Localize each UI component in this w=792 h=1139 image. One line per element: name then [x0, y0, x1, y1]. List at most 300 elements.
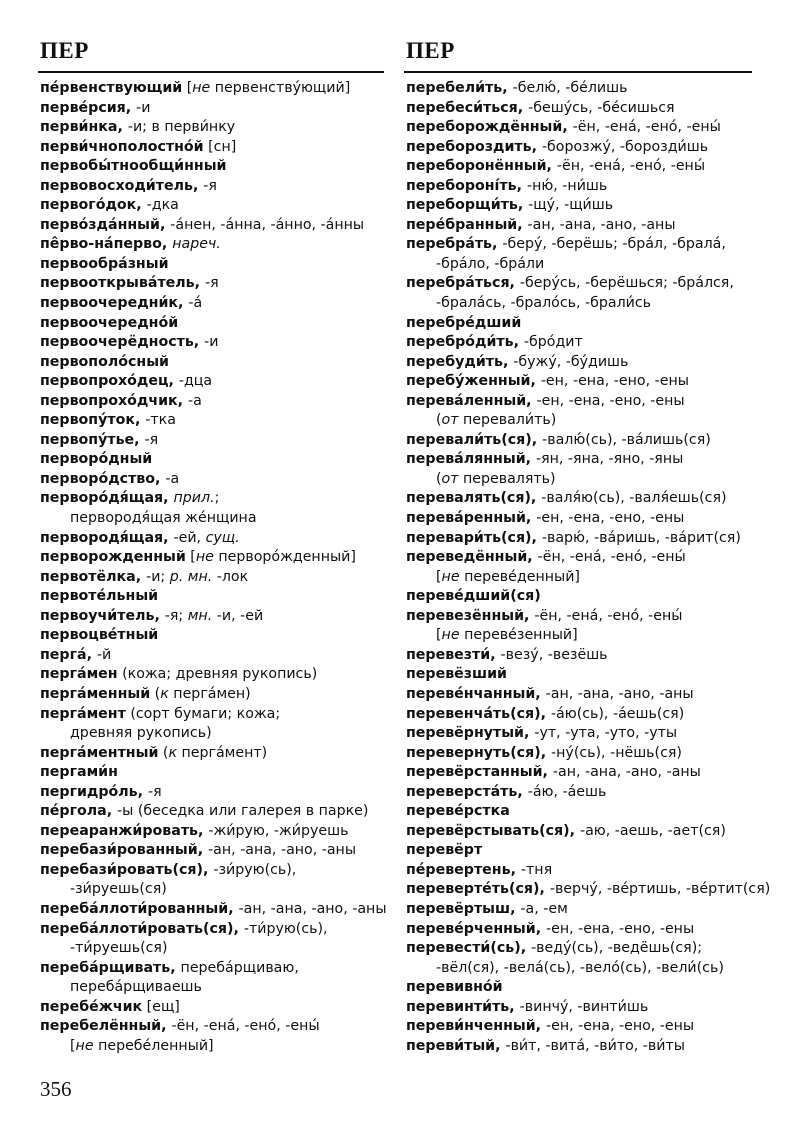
entry-text: переба́рщиваешь	[70, 979, 202, 996]
headword: пергидро́ль,	[40, 783, 148, 800]
headword: первоучи́тель,	[40, 607, 165, 624]
dictionary-entry-line	[40, 470, 386, 490]
running-header-right: ПЕР	[406, 38, 455, 63]
headword: перви́нка,	[40, 119, 128, 136]
entry-text: -дка	[146, 197, 179, 214]
headword: перебели́ть,	[406, 80, 513, 96]
headword: переборщи́ть,	[406, 197, 529, 214]
headword: переведённый,	[406, 549, 538, 566]
dictionary-entry-line	[40, 177, 386, 197]
entry-text: -ен, -ена, -ено, -ены	[536, 392, 685, 409]
entry-text: -а, -ем	[520, 900, 568, 917]
dictionary-entry-line	[40, 587, 386, 607]
dictionary-entry-line	[406, 978, 756, 998]
grammar-label: к	[160, 685, 169, 702]
headword: первоочерёдность,	[40, 334, 205, 351]
dictionary-entry-line	[40, 1017, 386, 1037]
entry-text: древняя рукопись)	[70, 725, 212, 742]
dictionary-entry-line	[406, 138, 756, 158]
entry-text: -брала́сь, -брало́сь, -брали́сь	[436, 295, 652, 312]
grammar-label: от	[441, 470, 459, 487]
dictionary-entry-line	[406, 1037, 756, 1057]
entry-text: [	[436, 568, 442, 585]
dictionary-entry-line	[406, 392, 756, 412]
entry-text: -везу́, -везёшь	[500, 646, 608, 663]
entry-text: -аю, -аешь, -ает(ся)	[579, 822, 726, 839]
headword: перви́чнополостно́й	[40, 138, 204, 155]
dictionary-entry-line	[40, 646, 386, 666]
headword: перевёзший	[406, 666, 507, 683]
dictionary-entry-line	[406, 177, 756, 197]
entry-text: -щу́, -щи́шь	[528, 197, 614, 214]
dictionary-entry-line	[40, 822, 386, 842]
entry-text: -я	[148, 783, 162, 800]
dictionary-entry-line	[40, 529, 386, 549]
entry-text: перворо́жденный]	[213, 549, 356, 566]
entry-text: -вёл(ся), -вела́(сь), -вело́(сь), -вели́(сь)	[436, 959, 724, 976]
entry-text: -бужу́, -бу́дишь	[513, 353, 629, 370]
entry-text: перевали́ть)	[458, 412, 557, 429]
dictionary-entry-line	[40, 333, 386, 353]
entry-text: -ен, -ена, -ено, -ены	[546, 1018, 695, 1035]
entry-text: -валю́(сь), -ва́лишь(ся)	[542, 431, 711, 448]
headword: первополо́сный	[40, 353, 169, 370]
grammar-label: мн.	[187, 607, 213, 624]
dictionary-entry-line	[40, 157, 386, 177]
headword: перебро́ди́ть,	[406, 334, 524, 351]
entry-text: -ан, -ана, -ано, -аны	[238, 900, 387, 917]
entry-text: -а	[165, 470, 180, 487]
headword: перебра́ться,	[406, 275, 520, 292]
dictionary-entry-line	[40, 450, 386, 470]
entry-text: -лок	[212, 568, 249, 585]
dictionary-entry-line	[406, 998, 756, 1018]
headword: перебра́ть,	[406, 236, 503, 253]
dictionary-entry-line	[406, 841, 756, 861]
entry-text: перга́мен)	[168, 685, 251, 702]
dictionary-entry-line	[406, 959, 756, 979]
headword: перебороздить,	[406, 138, 542, 155]
entry-text: первородя́щая же́нщина	[70, 510, 257, 527]
headword: первоцве́тный	[40, 627, 159, 644]
headword: перева́ленный,	[406, 392, 537, 409]
dictionary-entry-line	[40, 294, 386, 314]
dictionary-entry-line	[406, 314, 756, 334]
entry-text: -и	[136, 99, 151, 116]
headword: перга́мент	[40, 705, 126, 722]
dictionary-entry-line	[406, 118, 756, 138]
entry-text: -ён, -ена́, -ено́, -ены́	[556, 158, 706, 175]
headword: первоте́льный	[40, 588, 159, 605]
dictionary-entry-line	[40, 880, 386, 900]
headword: перебеси́ться,	[406, 99, 529, 116]
headword: переве́рстка	[406, 803, 510, 820]
dictionary-entry-line	[406, 450, 756, 470]
dictionary-entry-line	[40, 978, 386, 998]
entry-text: переве́зенный]	[459, 627, 578, 644]
entry-text: -я;	[164, 607, 188, 624]
dictionary-entry-line	[40, 705, 386, 725]
entry-text: -ён, -ена́, -ено́, -ены́	[537, 549, 686, 566]
headword: перевёрнутый,	[406, 725, 535, 742]
dictionary-entry-line	[406, 372, 756, 392]
entry-text: первенству́ющий]	[210, 80, 351, 96]
dictionary-entry-line	[40, 568, 386, 588]
entry-text: -верчу́, -ве́ртишь, -ве́ртит(ся)	[549, 881, 771, 898]
dictionary-entry-line	[40, 920, 386, 940]
dictionary-entry-line	[40, 274, 386, 294]
left-column	[40, 79, 386, 1056]
entry-text: -тня	[520, 861, 553, 878]
headword: первородя́щая,	[40, 529, 174, 546]
headword: перевернуть(ся),	[406, 744, 552, 761]
entry-text: перевалять)	[458, 470, 556, 487]
dictionary-entry-line	[40, 939, 386, 959]
dictionary-entry-line	[406, 196, 756, 216]
dictionary-entry-line	[406, 920, 756, 940]
headword: перебази́ровать(ся),	[40, 861, 214, 878]
headword: перевезённый,	[406, 607, 535, 624]
entry-text: -валя́ю(сь), -валя́ешь(ся)	[541, 490, 727, 507]
headword: переаранжи́ровать,	[40, 822, 209, 839]
entry-text: -и;	[146, 568, 170, 585]
dictionary-entry-line	[406, 685, 756, 705]
entry-text: -ут, -ута, -уто, -уты	[534, 725, 678, 742]
header-rule-left	[38, 71, 384, 73]
headword: перга́менный	[40, 685, 151, 702]
entry-text: (	[150, 685, 161, 702]
headword: перебороні́ть,	[406, 177, 527, 194]
entry-text: -а́нен, -а́нна, -а́нно, -а́нны	[170, 216, 365, 233]
grammar-label: сущ.	[205, 529, 240, 546]
entry-text: -ей,	[173, 529, 206, 546]
headword: первоочередни́к,	[40, 295, 189, 312]
entry-text: -дца	[178, 373, 213, 390]
grammar-label: прил.	[173, 490, 215, 507]
dictionary-entry-line	[40, 548, 386, 568]
headword: перебуди́ть,	[406, 353, 514, 370]
grammar-label: к	[168, 744, 178, 761]
entry-text: -а	[188, 392, 202, 409]
grammar-label: не	[441, 568, 460, 585]
headword: перевёрстывать(ся),	[406, 822, 580, 839]
dictionary-entry-line	[406, 607, 756, 627]
dictionary-entry-line	[406, 568, 756, 588]
headword: перевёртыш,	[406, 900, 521, 917]
entry-text: -зи́руешь(ся)	[70, 881, 167, 898]
entry-text: -й	[96, 646, 112, 663]
grammar-label: нареч.	[172, 236, 221, 253]
entry-text: -и	[204, 334, 219, 351]
entry-text: -а́	[188, 295, 203, 312]
entry-text: -ён, -ена́, -ено́, -ены́	[572, 119, 721, 136]
entry-text: (	[158, 744, 169, 761]
entry-text: -тка	[145, 412, 176, 429]
headword: перевалять(ся),	[406, 490, 542, 507]
headword: первобы́тнообщи́нный	[40, 158, 227, 175]
headword: переба́ллоти́ровать(ся),	[40, 920, 244, 937]
entry-text: перебе́ленный]	[93, 1037, 214, 1054]
entry-text: -варю́, -ва́ришь, -ва́рит(ся)	[541, 529, 741, 546]
headword: перевенча́ть(ся),	[406, 705, 551, 722]
dictionary-entry-line	[406, 822, 756, 842]
dictionary-entry-line	[406, 665, 756, 685]
dictionary-entry-line	[406, 470, 756, 490]
dictionary-entry-line	[406, 79, 756, 99]
entry-text: -ы (беседка или галерея в парке)	[117, 803, 369, 820]
dictionary-entry-line	[40, 626, 386, 646]
dictionary-entry-line	[40, 118, 386, 138]
dictionary-entry-line	[40, 1037, 386, 1057]
running-header-left: ПЕР	[40, 38, 89, 63]
entry-text: -я	[204, 275, 219, 292]
dictionary-entry-line	[406, 783, 756, 803]
entry-text: -веду́(сь), -ведёшь(ся);	[531, 940, 703, 957]
headword: первого́док,	[40, 197, 147, 214]
headword: первопу́тье,	[40, 431, 145, 448]
dictionary-entry-line	[40, 255, 386, 275]
entry-text: переве́денный]	[459, 568, 580, 585]
entry-text: -ню́, -ни́шь	[526, 177, 608, 194]
entry-text: (сорт бумаги; кожа;	[125, 705, 281, 722]
headword: переве́рченный,	[406, 920, 547, 937]
entry-text: (кожа; древняя рукопись)	[117, 666, 318, 683]
dictionary-entry-line	[406, 274, 756, 294]
headword: перева́лянный,	[406, 451, 536, 468]
entry-text: [	[70, 1037, 76, 1054]
dictionary-entry-line	[406, 763, 756, 783]
headword: пе́рвенствующий	[40, 80, 183, 96]
dictionary-entry-line	[406, 587, 756, 607]
dictionary-entry-line	[40, 802, 386, 822]
headword: переверста́ть,	[406, 783, 528, 800]
headword: перевивно́й	[406, 979, 503, 996]
headword: переба́ллоти́рованный,	[40, 900, 239, 917]
entry-text: перга́мент)	[177, 744, 268, 761]
dictionary-entry-line	[406, 939, 756, 959]
grammar-label: от	[441, 412, 459, 429]
headword: переве́дший(ся)	[406, 588, 541, 605]
entry-text: [	[436, 627, 442, 644]
dictionary-entry-line	[40, 431, 386, 451]
dictionary-entry-line	[40, 998, 386, 1018]
entry-text: -ти́рую(сь),	[243, 920, 328, 937]
entry-text: -беру́, -берёшь; -бра́л, -брала́,	[502, 236, 726, 253]
dictionary-entry-line	[406, 333, 756, 353]
entry-text: -а́ю(сь), -а́ешь(ся)	[550, 705, 685, 722]
dictionary-entry-line	[406, 1017, 756, 1037]
entry-text: -и; в перви́нку	[127, 119, 236, 136]
headword: переборонённый,	[406, 158, 557, 175]
entry-text: -ви́т, -вита́, -ви́то, -ви́ты	[505, 1037, 685, 1054]
headword: перебре́дший	[406, 314, 522, 331]
dictionary-entry-line	[40, 216, 386, 236]
entry-text: -бро́дит	[523, 334, 583, 351]
dictionary-entry-line	[406, 294, 756, 314]
dictionary-entry-line	[40, 959, 386, 979]
headword: перева́ренный,	[406, 510, 537, 527]
entry-text: -я	[203, 177, 217, 194]
dictionary-entry-line	[406, 529, 756, 549]
dictionary-entry-line	[40, 489, 386, 509]
entry-text: -и, -ей	[212, 607, 264, 624]
headword: пере́бранный,	[406, 216, 528, 233]
dictionary-entry-line	[406, 99, 756, 119]
headword: переборождённый,	[406, 119, 573, 136]
headword: перевёрстанный,	[406, 764, 553, 781]
headword: перга́ментный	[40, 744, 159, 761]
dictionary-entry-line	[40, 353, 386, 373]
dictionary-entry-line	[40, 763, 386, 783]
entry-text: -жи́рую, -жи́руешь	[208, 822, 349, 839]
grammar-label: не	[75, 1037, 94, 1054]
headword: перевали́ть(ся),	[406, 431, 543, 448]
dictionary-entry-line	[40, 841, 386, 861]
headword: перво́зда́нный,	[40, 216, 171, 233]
headword: перевести́(сь),	[406, 940, 532, 957]
dictionary-entry-line	[406, 626, 756, 646]
headword: пе́ревертень,	[406, 861, 521, 878]
page-number: 356	[40, 1077, 72, 1101]
headword: первоpо́дство,	[40, 470, 166, 487]
entry-text: -зи́рую(сь),	[213, 861, 297, 878]
headword: пе́ргола,	[40, 803, 118, 820]
entry-text: [	[182, 80, 193, 96]
headword: перевезти́,	[406, 646, 501, 663]
dictionary-entry-line	[40, 509, 386, 529]
entry-text: [ещ]	[142, 998, 180, 1015]
headword: первоpо́дный	[40, 451, 153, 468]
headword: перевари́ть(ся),	[406, 529, 542, 546]
dictionary-entry-line	[406, 744, 756, 764]
headword: перевёрт	[406, 842, 483, 859]
headword: первовосходи́тель,	[40, 177, 204, 194]
dictionary-entry-line	[40, 724, 386, 744]
headword: перебу́женный,	[406, 373, 541, 390]
entry-text: -ён, -ена́, -ено́, -ены́	[534, 607, 683, 624]
dictionary-entry-line	[406, 548, 756, 568]
headword: первоочередно́й	[40, 314, 179, 331]
entry-text: переба́рщиваю,	[180, 959, 299, 976]
entry-text: -белю́, -бе́лишь	[512, 80, 628, 96]
dictionary-entry-line	[40, 314, 386, 334]
headword: переве́нчанный,	[406, 685, 546, 702]
entry-text: -я	[144, 431, 159, 448]
headword: перворо́дя́щая,	[40, 490, 174, 507]
dictionary-entry-line	[40, 196, 386, 216]
headword: перебази́рованный,	[40, 842, 209, 859]
entry-text: -ян, -яна, -яно, -яны	[535, 451, 684, 468]
headword: перевинти́ть,	[406, 998, 520, 1015]
grammar-label: не	[441, 627, 460, 644]
dictionary-entry-line	[40, 744, 386, 764]
headword: первообра́зный	[40, 255, 169, 272]
headword: первопу́ток,	[40, 412, 146, 429]
dictionary-entry-line	[406, 216, 756, 236]
dictionary-entry-line	[406, 724, 756, 744]
headword: пе̂рво-на́перво,	[40, 236, 173, 253]
dictionary-entry-line	[40, 861, 386, 881]
headword: переба́рщивать,	[40, 959, 181, 976]
dictionary-entry-line	[406, 255, 756, 275]
headword: переверте́ть(ся),	[406, 881, 550, 898]
dictionary-entry-line	[406, 157, 756, 177]
headword: перга́мен	[40, 666, 118, 683]
entry-text: -ан, -ана, -ано, -аны	[208, 842, 357, 859]
entry-text: -винчу́, -винти́шь	[519, 998, 649, 1015]
dictionary-entry-line	[40, 372, 386, 392]
entry-text: -бешу́сь, -бе́сишься	[528, 99, 675, 116]
entry-text: -бра́ло, -бра́ли	[436, 255, 545, 272]
entry-text: -беру́сь, -берёшься; -бра́лся,	[519, 275, 734, 292]
dictionary-entry-line	[406, 880, 771, 900]
headword: перворожденный	[40, 549, 186, 566]
dictionary-entry-line	[40, 235, 386, 255]
grammar-label: р. мн.	[169, 568, 213, 585]
dictionary-entry-line	[40, 99, 386, 119]
dictionary-entry-line	[40, 607, 386, 627]
dictionary-entry-line	[40, 900, 386, 920]
dictionary-entry-line	[406, 705, 756, 725]
dictionary-entry-line	[406, 900, 756, 920]
entry-text: ;	[214, 490, 220, 507]
entry-text: -борозжу́, -борозди́шь	[541, 138, 709, 155]
entry-text: -ан, -ана, -ано, -аны	[545, 685, 694, 702]
header-rule-right	[404, 71, 752, 73]
entry-text: -ан, -ана, -ано, -аны	[527, 216, 676, 233]
headword: переви́нченный,	[406, 1018, 546, 1035]
headword: пергами́н	[40, 764, 118, 781]
entry-text: -ну́(сь), -нёшь(ся)	[551, 744, 682, 761]
dictionary-entry-line	[406, 235, 756, 255]
entry-text: [сн]	[203, 138, 237, 155]
headword: перве́рсия,	[40, 99, 137, 116]
dictionary-entry-line	[406, 802, 756, 822]
entry-text: -ен, -ена, -ено, -ены	[540, 373, 689, 390]
dictionary-entry-line	[40, 138, 386, 158]
entry-text: -а́ю, -а́ешь	[527, 783, 607, 800]
entry-text: [	[185, 549, 196, 566]
dictionary-entry-line	[40, 685, 386, 705]
dictionary-entry-line	[406, 431, 756, 451]
dictionary-entry-line	[40, 411, 386, 431]
entry-text: -ен, -ена, -ено, -ены	[536, 510, 685, 527]
headword: переви́тый,	[406, 1037, 506, 1054]
dictionary-entry-line	[406, 411, 756, 431]
headword: первопрохо́дчик,	[40, 392, 189, 409]
headword: перга́,	[40, 646, 97, 663]
headword: перебе́жчик	[40, 998, 143, 1015]
dictionary-entry-line	[406, 509, 756, 529]
entry-text: -ён, -ена́, -ено́, -ены́	[171, 1018, 320, 1035]
right-column	[406, 79, 771, 1056]
entry-text: (	[436, 470, 442, 487]
entry-text: (	[436, 412, 442, 429]
dictionary-entry-line	[40, 79, 386, 99]
headword: перебелённый,	[40, 1018, 172, 1035]
headword: первооткрыва́тель,	[40, 275, 205, 292]
headword: первотёлка,	[40, 568, 147, 585]
dictionary-entry-line	[406, 861, 756, 881]
dictionary-entry-line	[406, 353, 756, 373]
headword: первопрохо́дец,	[40, 373, 179, 390]
dictionary-entry-line	[40, 665, 386, 685]
grammar-label: не	[192, 80, 211, 96]
entry-text: -ан, -ана, -ано, -аны	[552, 764, 701, 781]
dictionary-entry-line	[40, 392, 386, 412]
dictionary-entry-line	[40, 783, 386, 803]
dictionary-entry-line	[406, 489, 756, 509]
